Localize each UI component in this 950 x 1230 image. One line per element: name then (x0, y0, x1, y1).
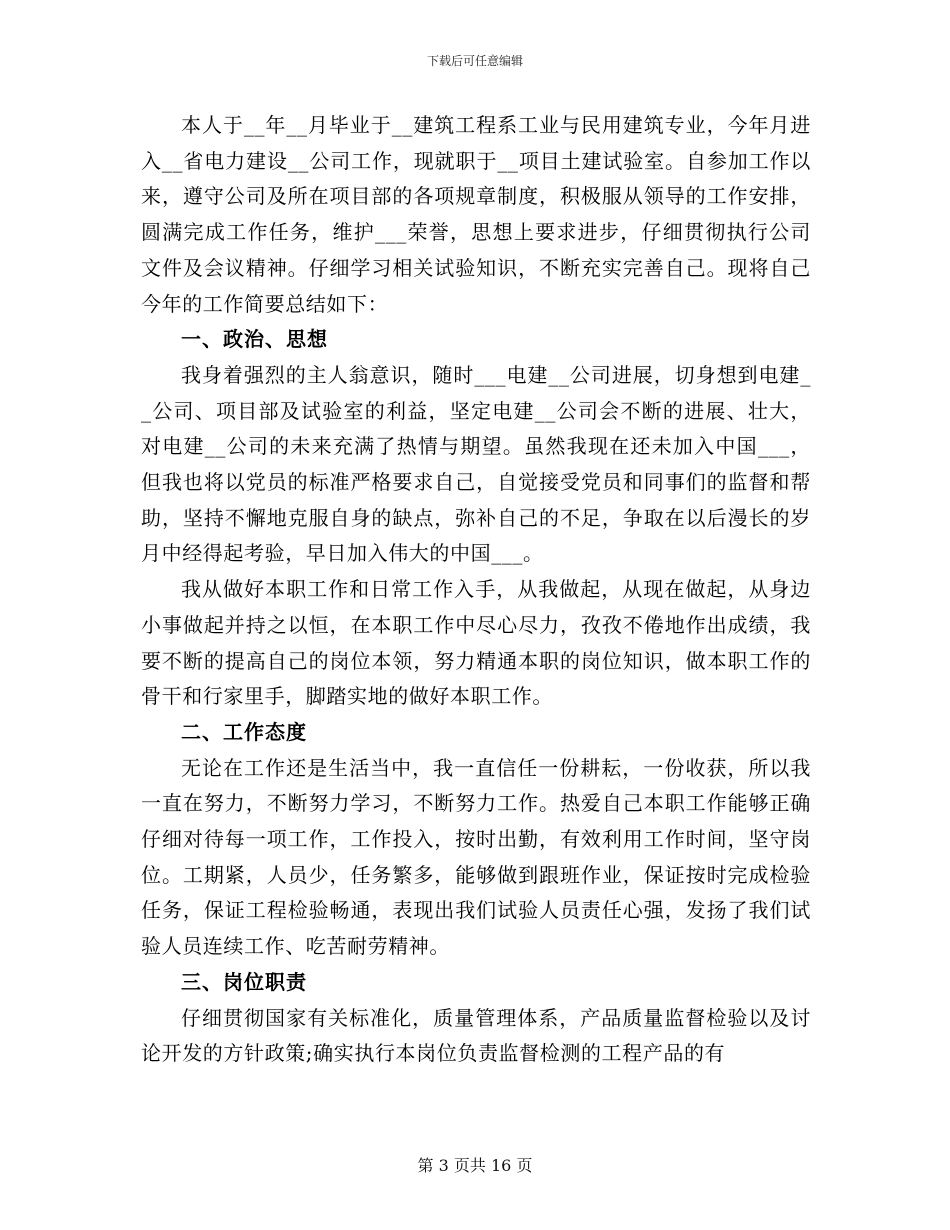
section-heading-politics: 一、政治、思想 (181, 327, 328, 352)
page-number: 第 3 页共 16 页 (417, 1156, 533, 1175)
paragraph-politics-1: 我身着强烈的主人翁意识，随时___电建__公司进展，切身想到电建__公司、项目部及试验室的利益，坚定电建__公司会不断的进展、壮大，对电建__公司的未来充满了热情与期望。虽然我现在还未加入中国___，但我也将以党员的标准严格要求自己，自觉接受党员和同事们的监督和帮助，坚持不懈地克服自身的缺点，弥补自己的不足，争取在以后漫长的岁月中经得起考验，早日加入伟大的中国___。 (141, 362, 811, 566)
paragraph-politics-2: 我从做好本职工作和日常工作入手，从我做起，从现在做起，从身边小事做起并持之以恒，在本职工作中尽心尽力，孜孜不倦地作出成绩，我要不断的提高自己的岗位本领，努力精通本职的岗位知识，做本职工作的骨干和行家里手，脚踏实地的做好本职工作。 (141, 577, 811, 709)
paragraph-attitude: 无论在工作还是生活当中，我一直信任一份耕耘，一份收获，所以我一直在努力，不断努力学习，不断努力工作。热爱自己本职工作能够正确仔细对待每一项工作，工作投入，按时出勤，有效利用工作时间，坚守岗位。工期紧，人员少，任务繁多，能够做到跟班作业，保证按时完成检验任务，保证工程检验畅通，表现出我们试验人员责任心强，发扬了我们试验人员连续工作、吃苦耐劳精神。 (141, 755, 811, 959)
paragraph-intro: 本人于__年__月毕业于__建筑工程系工业与民用建筑专业，今年月进入__省电力建设__公司工作，现就职于__项目土建试验室。自参加工作以来，遵守公司及所在项目部的各项规章制度，积极服从领导的工作安排，圆满完成工作任务，维护___荣誉，思想上要求进步，仔细贯彻执行公司文件及会议精神。仔细学习相关试验知识，不断充实完善自己。现将自己今年的工作简要总结如下： (141, 113, 811, 316)
document-body (141, 108, 811, 1072)
section-heading-attitude: 二、工作态度 (181, 719, 307, 744)
paragraph-duties: 仔细贯彻国家有关标准化，质量管理体系，产品质量监督检验以及讨论开发的方针政策;确实执行本岗位负责监督检测的工程产品的有 (141, 1005, 811, 1066)
page-header-note: 下载后可任意编辑 (426, 54, 523, 68)
section-heading-duties: 三、岗位职责 (181, 969, 307, 994)
